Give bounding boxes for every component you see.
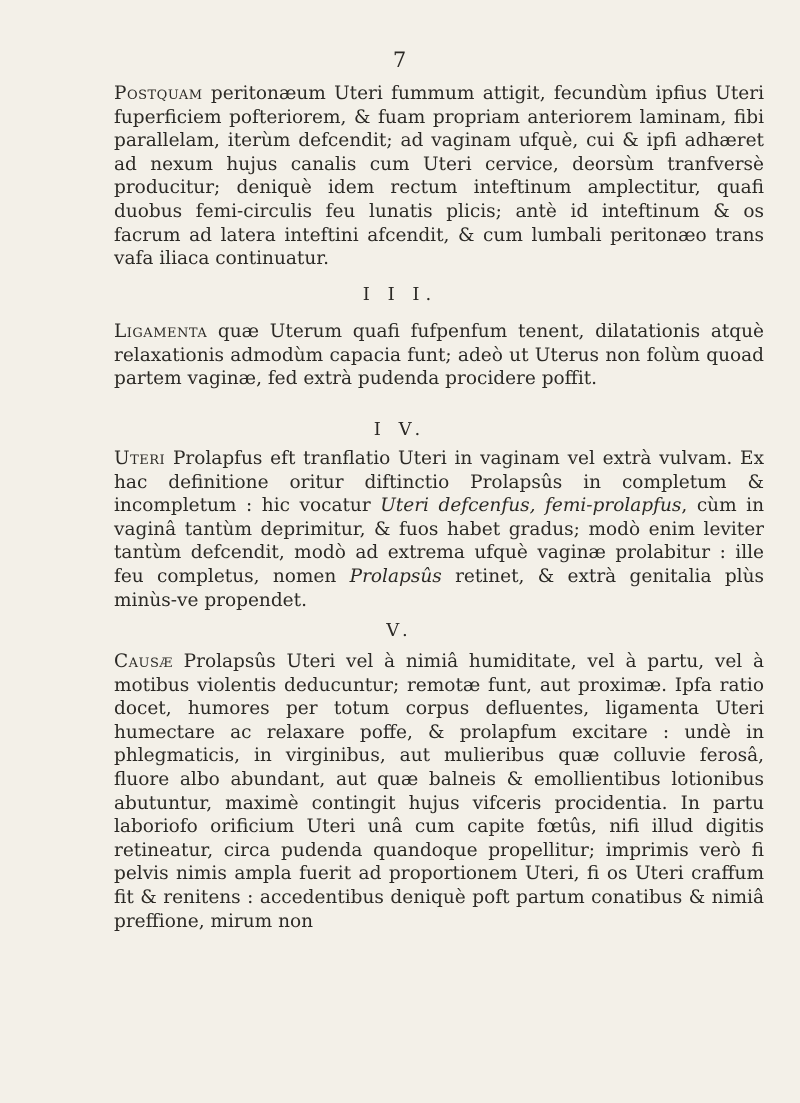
paragraph-text: Prolapsûs Uteri vel à nimiâ humiditate, vel à partu, vel à motibus violentis deducuntur; remotæ funt, aut proximæ. Ipfa ratio docet, humores per totum corpus defluentes, ligamenta Uteri humectare ac relaxare poffe, & prolapfum excitare : undè in phlegmaticis, in virginibus, aut mulieribus quæ colluvie ferosâ, fluore albo abundant, aut quæ balneis & emollientibus lotionibus abutuntur, maximè contingit hujus vifceris procidentia. In partu laboriofo orificium Uteri unâ cum capite fœtûs, nifi illud digitis retineatur, circa pudenda quandoque propellitur; imprimis verò fi pelvis nimis ampla fuerit ad proportionem Uteri, fi os Uteri craffum fit & renitens : accedentibus deniquè poft partum conatibus & nimiâ preffione, mirum non: [114, 651, 764, 932]
paragraph-ligamenta: [92, 320, 764, 391]
paragraph-lead-word: Uteri: [114, 448, 166, 469]
paragraph-lead-word: Postquam: [114, 83, 203, 104]
paragraph-causae: [92, 650, 764, 933]
paragraph-text: retinet, & extrà genitalia plùs minùs-ve propendet.: [114, 565, 764, 611]
paragraph-text: Prolapfus eft tranflatio Uteri in vaginam vel extrà vulvam. Ex hac definitione oritur diftinctio Prolapsûs in completum & incompletum : hic vocatur: [114, 448, 764, 517]
section-heading-iii: I I I.: [362, 284, 438, 305]
section-heading-v: V.: [386, 620, 414, 641]
italic-term: Prolapsûs: [349, 565, 442, 587]
paragraph-text: quæ Uterum quafi fufpenfum tenent, dilatationis atquè relaxationis admodùm capacia funt; adeò ut Uterus non folùm quoad partem vaginæ, fed extrà pudenda procidere poffit.: [114, 321, 764, 390]
italic-term: Uteri defcenfus, femi-prolapfus: [380, 495, 682, 517]
section-heading-iv: I V.: [373, 419, 427, 440]
paragraph-peritonaeum: [92, 82, 764, 271]
paragraph-lead-word: Ligamenta: [114, 321, 208, 342]
paragraph-prolapsus-definition: [92, 447, 764, 612]
paragraph-text: , cùm in vaginâ tantùm deprimitur, & fuos habet gradus; modò enim leviter tantùm defcendit, modò ad extrema ufquè vaginæ prolabitur : ille feu completus, nomen: [114, 495, 765, 587]
paragraph-text: peritonæum Uteri fummum attigit, fecundùm ipfius Uteri fuperficiem pofteriorem, & fuam propriam anteriorem laminam, fibi parallelam, iterùm defcendit; ad vaginam ufquè, cui & ipfi adhæret ad nexum hujus canalis cum Uteri cervice, deorsùm tranfversè producitur; deniquè idem rectum inteftinum amplectitur, quafi duobus femi-circulis feu lunatis plicis; antè id inteftinum & os facrum ad latera inteftini afcendit, & cum lumbali peritonæo trans vafa iliaca continuatur.: [114, 83, 764, 270]
page-number: 7: [392, 48, 408, 72]
paragraph-lead-word: Causæ: [114, 651, 173, 672]
